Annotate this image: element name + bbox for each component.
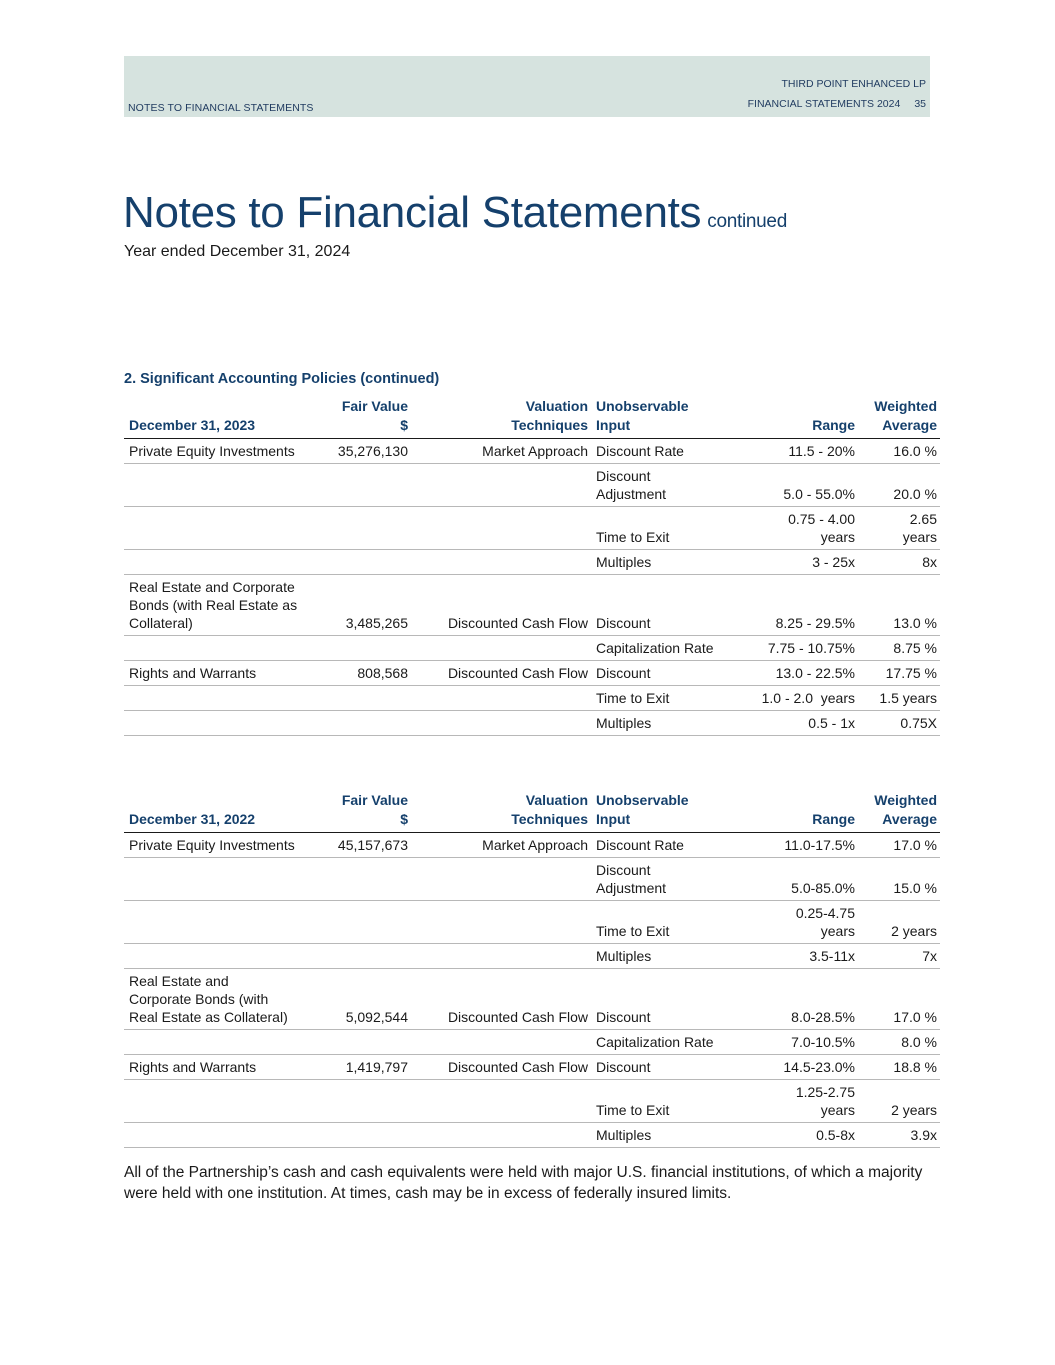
cell-weighted-average: 8x	[858, 550, 940, 575]
cell-range: 8.25 - 29.5%	[733, 575, 858, 636]
cell-weighted-average: 3.9x	[858, 1123, 940, 1148]
cell-range	[733, 1080, 858, 1123]
table-row	[124, 1123, 940, 1148]
col-header-fair-value-line1: Fair Value	[341, 792, 408, 808]
cell-fair-value	[304, 1123, 411, 1148]
header-report-line	[748, 94, 926, 114]
col-header-valuation-line1: Valuation	[525, 792, 588, 808]
cell-weighted-average: 8.75 %	[858, 636, 940, 661]
col-header-valuation-line2: Techniques	[511, 811, 588, 827]
cell-investment	[124, 711, 304, 736]
table-row	[124, 833, 940, 858]
cell-investment	[124, 901, 304, 944]
cell-input: Capitalization Rate	[591, 636, 733, 661]
table-row	[124, 636, 940, 661]
cell-range	[733, 507, 858, 550]
cell-fair-value: 45,157,673	[304, 833, 411, 858]
cell-weighted-average: 2 years	[858, 1080, 940, 1123]
cell-investment-line1: Real Estate and Corporate	[129, 579, 295, 595]
cell-weighted-average: 20.0 %	[858, 464, 940, 507]
cell-investment: Private Equity Investments	[124, 439, 304, 464]
cell-technique	[411, 464, 591, 507]
cell-technique	[411, 636, 591, 661]
cell-input-line1: Discount	[596, 862, 651, 878]
table-row	[124, 439, 940, 464]
header-report-info	[748, 74, 926, 114]
cell-technique	[411, 711, 591, 736]
cell-input: Multiples	[591, 944, 733, 969]
cell-investment	[124, 858, 304, 901]
cell-investment-line3: Real Estate as Collateral)	[129, 1009, 288, 1025]
cell-fair-value	[304, 944, 411, 969]
cell-fair-value	[304, 550, 411, 575]
cell-investment	[124, 464, 304, 507]
table-row	[124, 1030, 940, 1055]
page-title-text: Notes to Financial Statements	[123, 188, 702, 237]
table-header-row	[124, 791, 940, 833]
cell-investment	[124, 575, 304, 636]
concentration-note: All of the Partnership’s cash and cash equivalents were held with major U.S. financial institutions, of which a majority were held with one institution. At times, cash may be in excess of federally insured limits.	[124, 1164, 923, 1202]
cell-input: Multiples	[591, 1123, 733, 1148]
cell-fair-value	[304, 464, 411, 507]
cell-input: Discount	[591, 969, 733, 1030]
col-header-weighted-average	[858, 397, 940, 439]
cell-fair-value	[304, 507, 411, 550]
cell-input: Discount	[591, 575, 733, 636]
cell-technique: Market Approach	[411, 833, 591, 858]
cell-technique	[411, 944, 591, 969]
col-header-valuation	[411, 791, 591, 833]
cell-input: Time to Exit	[591, 686, 733, 711]
page-title	[123, 188, 787, 238]
cell-range: 8.0-28.5%	[733, 969, 858, 1030]
cell-investment: Rights and Warrants	[124, 1055, 304, 1080]
valuation-table-2022	[124, 791, 940, 1148]
cell-input: Discount Rate	[591, 439, 733, 464]
cell-fair-value	[304, 636, 411, 661]
cell-technique	[411, 1123, 591, 1148]
cell-investment: Rights and Warrants	[124, 661, 304, 686]
col-header-input	[591, 791, 733, 833]
table-row	[124, 575, 940, 636]
cell-input: Discount	[591, 1055, 733, 1080]
col-header-weighted-line1: Weighted	[874, 792, 937, 808]
col-header-range: Range	[733, 791, 858, 833]
col-header-valuation-line1: Valuation	[525, 398, 588, 414]
col-header-date: December 31, 2022	[124, 791, 304, 833]
table-row	[124, 1080, 940, 1123]
col-header-fair-value-line1: Fair Value	[341, 398, 408, 414]
table-row	[124, 858, 940, 901]
col-header-fair-value-line2: $	[400, 417, 408, 433]
table-row	[124, 507, 940, 550]
cell-input: Multiples	[591, 711, 733, 736]
cell-input-line2: Adjustment	[596, 486, 667, 502]
cell-technique: Discounted Cash Flow	[411, 969, 591, 1030]
cell-fair-value: 5,092,544	[304, 969, 411, 1030]
cell-input: Discount Rate	[591, 833, 733, 858]
col-header-input-line2: Input	[596, 417, 631, 433]
cell-technique: Market Approach	[411, 439, 591, 464]
cell-weighted-average: 17.0 %	[858, 969, 940, 1030]
running-header	[124, 56, 930, 117]
cell-range: 1.0 - 2.0 years	[733, 686, 858, 711]
cell-weighted-average: 1.5 years	[858, 686, 940, 711]
col-header-date: December 31, 2023	[124, 397, 304, 439]
header-company: THIRD POINT ENHANCED LP	[781, 78, 926, 90]
cell-weighted-average: 16.0 %	[858, 439, 940, 464]
cell-technique	[411, 1080, 591, 1123]
cell-weighted-average: 13.0 %	[858, 575, 940, 636]
cell-fair-value	[304, 901, 411, 944]
cell-investment-line3: Collateral)	[129, 615, 193, 631]
cell-range: 14.5-23.0%	[733, 1055, 858, 1080]
cell-input-line1: Discount	[596, 468, 651, 484]
cell-range: 7.75 - 10.75%	[733, 636, 858, 661]
cell-investment-line2: Corporate Bonds (with	[129, 991, 269, 1007]
cell-range-line1: 0.75 - 4.00	[788, 511, 855, 527]
cell-range: 3.5-11x	[733, 944, 858, 969]
cell-technique	[411, 686, 591, 711]
page-subtitle: Year ended December 31, 2024	[124, 243, 351, 260]
cell-input: Time to Exit	[591, 507, 733, 550]
cell-range: 11.0-17.5%	[733, 833, 858, 858]
cell-input	[591, 464, 733, 507]
section-heading: 2. Significant Accounting Policies (continued)	[124, 371, 440, 387]
cell-fair-value	[304, 1080, 411, 1123]
valuation-table-2023	[124, 397, 940, 736]
cell-investment	[124, 686, 304, 711]
col-header-valuation-line2: Techniques	[511, 417, 588, 433]
cell-weighted-average: 7x	[858, 944, 940, 969]
cell-fair-value: 1,419,797	[304, 1055, 411, 1080]
col-header-fair-value	[304, 397, 411, 439]
cell-technique	[411, 507, 591, 550]
cell-weighted-average: 17.0 %	[858, 833, 940, 858]
cell-fair-value: 808,568	[304, 661, 411, 686]
table-row	[124, 686, 940, 711]
table-row	[124, 464, 940, 507]
cell-investment-line1: Real Estate and	[129, 973, 229, 989]
col-header-valuation	[411, 397, 591, 439]
table-row	[124, 550, 940, 575]
cell-input: Time to Exit	[591, 901, 733, 944]
cell-technique: Discounted Cash Flow	[411, 1055, 591, 1080]
cell-technique: Discounted Cash Flow	[411, 575, 591, 636]
cell-range: 0.5-8x	[733, 1123, 858, 1148]
col-header-weighted-line1: Weighted	[874, 398, 937, 414]
cell-technique	[411, 1030, 591, 1055]
table-row	[124, 901, 940, 944]
col-header-weighted-average	[858, 791, 940, 833]
col-header-weighted-line2: Average	[882, 417, 937, 433]
cell-weighted-average: 2 years	[858, 901, 940, 944]
col-header-input	[591, 397, 733, 439]
cell-range-line2: years	[820, 923, 855, 939]
cell-fair-value: 35,276,130	[304, 439, 411, 464]
cell-input	[591, 858, 733, 901]
col-header-weighted-line2: Average	[882, 811, 937, 827]
cell-weighted-line2: years	[902, 529, 937, 545]
header-report: FINANCIAL STATEMENTS 2024	[747, 98, 901, 110]
cell-investment: Private Equity Investments	[124, 833, 304, 858]
col-header-fair-value	[304, 791, 411, 833]
cell-range: 3 - 25x	[733, 550, 858, 575]
cell-technique	[411, 901, 591, 944]
cell-fair-value	[304, 686, 411, 711]
table-row	[124, 661, 940, 686]
cell-weighted-line1: 2.65	[909, 511, 937, 527]
title-suffix: continued	[707, 211, 787, 232]
cell-weighted-average	[858, 507, 940, 550]
col-header-range: Range	[733, 397, 858, 439]
col-header-input-line1: Unobservable	[596, 398, 689, 414]
col-header-input-line2: Input	[596, 811, 631, 827]
header-section-label: NOTES TO FINANCIAL STATEMENTS	[128, 102, 314, 114]
cell-fair-value	[304, 711, 411, 736]
cell-weighted-average: 15.0 %	[858, 858, 940, 901]
cell-fair-value	[304, 1030, 411, 1055]
table-row	[124, 944, 940, 969]
page-number: 35	[914, 98, 926, 110]
cell-input: Time to Exit	[591, 1080, 733, 1123]
cell-range: 5.0 - 55.0%	[733, 464, 858, 507]
cell-investment	[124, 550, 304, 575]
cell-range: 7.0-10.5%	[733, 1030, 858, 1055]
cell-input: Capitalization Rate	[591, 1030, 733, 1055]
cell-range	[733, 901, 858, 944]
col-header-input-line1: Unobservable	[596, 792, 689, 808]
cell-investment	[124, 1123, 304, 1148]
cell-range-line2: years	[820, 529, 855, 545]
cell-investment-line2: Bonds (with Real Estate as	[129, 597, 298, 613]
table-header-row	[124, 397, 940, 439]
cell-range: 5.0-85.0%	[733, 858, 858, 901]
cell-range-line2: years	[820, 1102, 855, 1118]
cell-technique	[411, 858, 591, 901]
cell-input: Discount	[591, 661, 733, 686]
cell-fair-value: 3,485,265	[304, 575, 411, 636]
cell-investment	[124, 944, 304, 969]
table-row	[124, 1055, 940, 1080]
cell-investment	[124, 1030, 304, 1055]
cell-weighted-average: 0.75X	[858, 711, 940, 736]
cell-investment	[124, 636, 304, 661]
cell-weighted-average: 8.0 %	[858, 1030, 940, 1055]
cell-input: Multiples	[591, 550, 733, 575]
table-row	[124, 711, 940, 736]
cell-investment	[124, 1080, 304, 1123]
cell-range-line1: 1.25-2.75	[795, 1084, 855, 1100]
cell-technique	[411, 550, 591, 575]
col-header-fair-value-line2: $	[400, 811, 408, 827]
cell-range-line1: 0.25-4.75	[795, 905, 855, 921]
cell-fair-value	[304, 858, 411, 901]
cell-input-line2: Adjustment	[596, 880, 667, 896]
cell-weighted-average: 18.8 %	[858, 1055, 940, 1080]
cell-technique: Discounted Cash Flow	[411, 661, 591, 686]
cell-range: 13.0 - 22.5%	[733, 661, 858, 686]
cell-investment	[124, 969, 304, 1030]
table-row	[124, 969, 940, 1030]
cell-range: 0.5 - 1x	[733, 711, 858, 736]
cell-weighted-average: 17.75 %	[858, 661, 940, 686]
cell-range: 11.5 - 20%	[733, 439, 858, 464]
cell-investment	[124, 507, 304, 550]
